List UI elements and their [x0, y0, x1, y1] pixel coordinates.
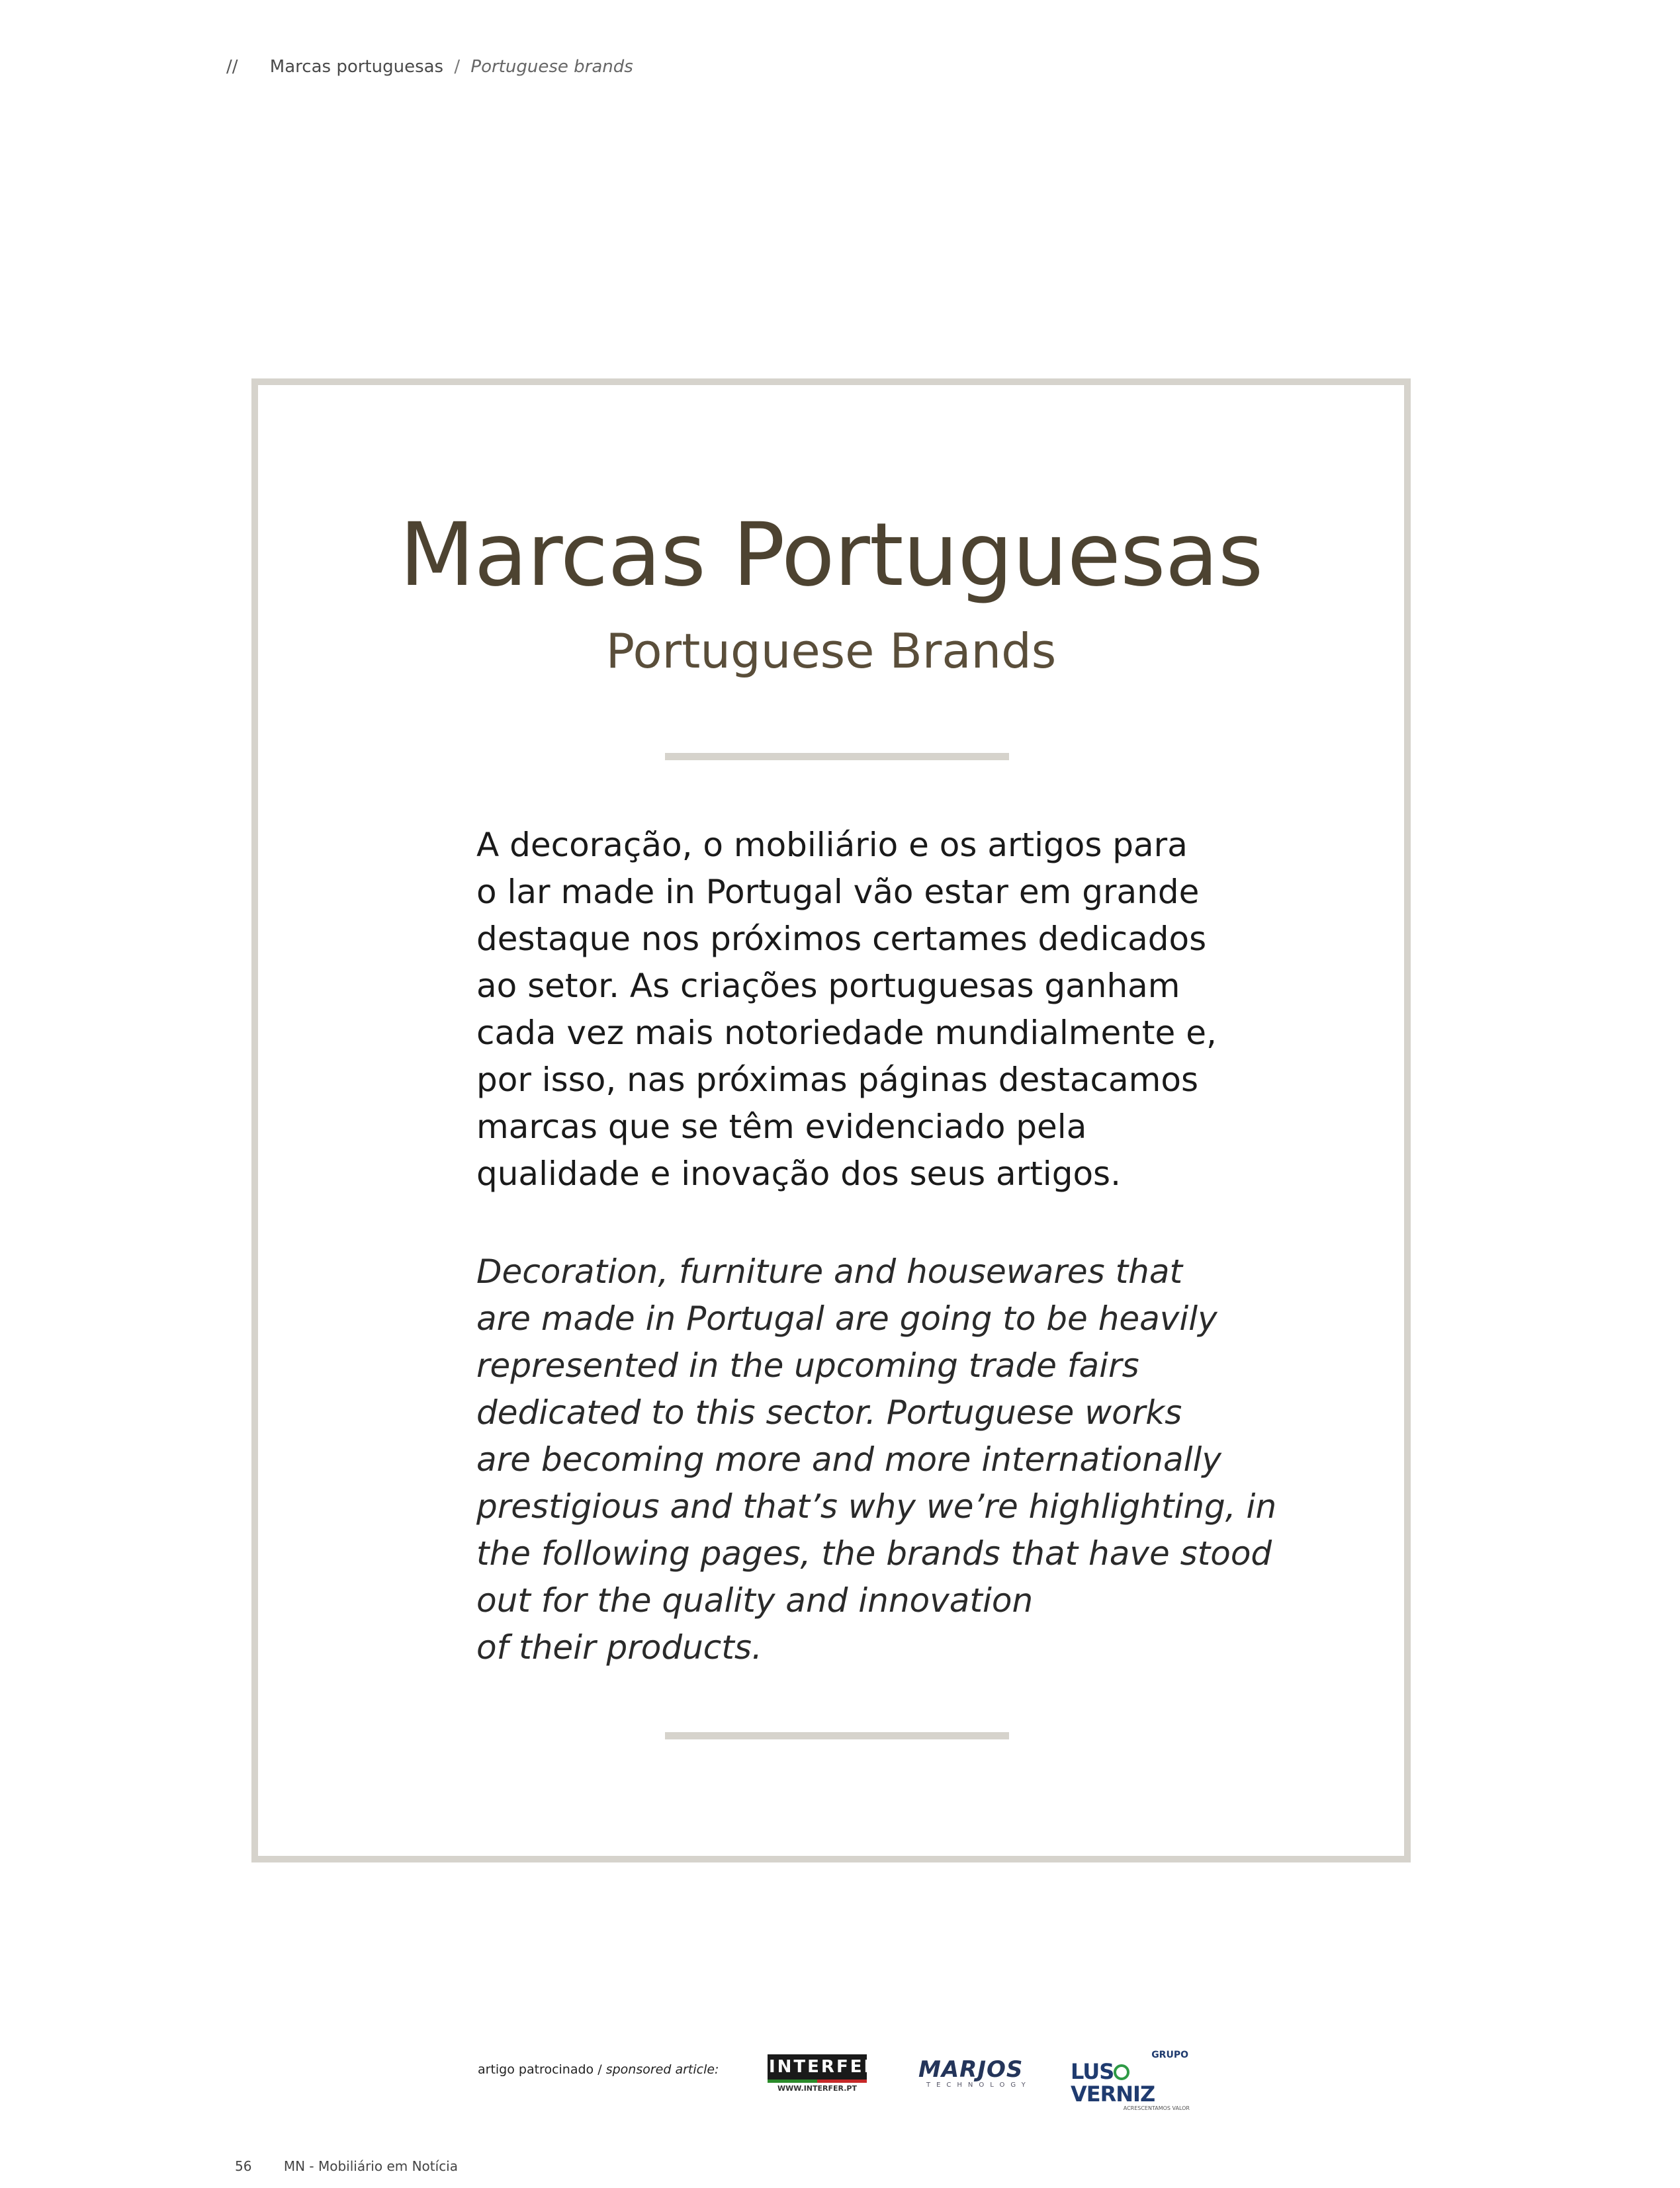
divider-bottom — [665, 1732, 1009, 1739]
body-en-line: out for the quality and innovation — [476, 1581, 1034, 1620]
globe-icon — [1114, 2064, 1129, 2080]
lusoverniz-logo-left: LUS — [1071, 2059, 1114, 2084]
interfer-logo — [768, 2054, 879, 2094]
page-subtitle: Portuguese Brands — [605, 623, 1057, 679]
running-header — [226, 57, 633, 77]
page-title: Marcas Portuguesas — [399, 504, 1263, 606]
marjos-logo — [918, 2056, 1031, 2089]
body-en-line: represented in the upcoming trade fairs — [476, 1346, 1139, 1385]
sponsor-label-en: sponsored article: — [605, 2062, 719, 2077]
lusoverniz-logo-tag: ACRESCENTAMOS VALOR — [1123, 2105, 1190, 2111]
lusoverniz-logo-word — [1071, 2060, 1190, 2105]
interfer-logo-url: WWW.INTERFER.PT — [777, 2084, 857, 2093]
publication-name: MN - Mobiliário em Notícia — [283, 2158, 458, 2174]
header-section-pt: Marcas portuguesas — [269, 57, 444, 77]
header-slashes: // — [226, 57, 238, 77]
content-frame — [251, 378, 1411, 1862]
body-en-line: are made in Portugal are going to be heavily — [476, 1299, 1217, 1338]
marjos-logo-sub: TECHNOLOGY — [926, 2081, 1032, 2089]
body-pt-line: A decoração, o mobiliário e os artigos para — [476, 826, 1188, 864]
header-section-en: Portuguese brands — [470, 57, 633, 77]
sponsor-separator: / — [597, 2062, 602, 2077]
page-footer — [235, 2158, 458, 2174]
body-pt-line: destaque nos próximos certames dedicados — [476, 920, 1207, 958]
body-pt-line: o lar made in Portugal vão estar em grande — [476, 873, 1200, 911]
body-text-en — [476, 1248, 1277, 1671]
body-en-line: the following pages, the brands that have stood — [476, 1534, 1272, 1573]
body-pt-line: cada vez mais notoriedade mundialmente e, — [476, 1014, 1217, 1052]
body-pt-line: ao setor. As criações portuguesas ganham — [476, 967, 1180, 1005]
interfer-logo-stripe — [768, 2079, 867, 2083]
sponsor-label — [478, 2062, 719, 2077]
divider-top — [665, 753, 1009, 760]
lusoverniz-logo — [1071, 2050, 1190, 2111]
body-en-line: of their products. — [476, 1628, 762, 1667]
body-en-line: Decoration, furniture and housewares that — [476, 1252, 1183, 1291]
body-text-pt — [476, 822, 1217, 1198]
page-number: 56 — [235, 2158, 252, 2174]
marjos-logo-word: MARJOS — [918, 2056, 1024, 2083]
body-pt-line: por isso, nas próximas páginas destacamos — [476, 1061, 1198, 1099]
lusoverniz-logo-grupo: GRUPO — [1151, 2050, 1188, 2060]
header-separator: / — [454, 57, 461, 77]
body-en-line: are becoming more and more internationally — [476, 1440, 1221, 1479]
lusoverniz-logo-right: VERNIZ — [1071, 2081, 1155, 2107]
body-en-line: prestigious and that’s why we’re highlighting, in — [476, 1487, 1277, 1526]
sponsor-label-pt: artigo patrocinado — [478, 2062, 594, 2077]
body-pt-line: marcas que se têm evidenciado pela — [476, 1108, 1087, 1146]
interfer-logo-word: INTERFER — [768, 2054, 867, 2079]
body-pt-line: qualidade e inovação dos seus artigos. — [476, 1155, 1121, 1193]
body-en-line: dedicated to this sector. Portuguese works — [476, 1393, 1182, 1432]
